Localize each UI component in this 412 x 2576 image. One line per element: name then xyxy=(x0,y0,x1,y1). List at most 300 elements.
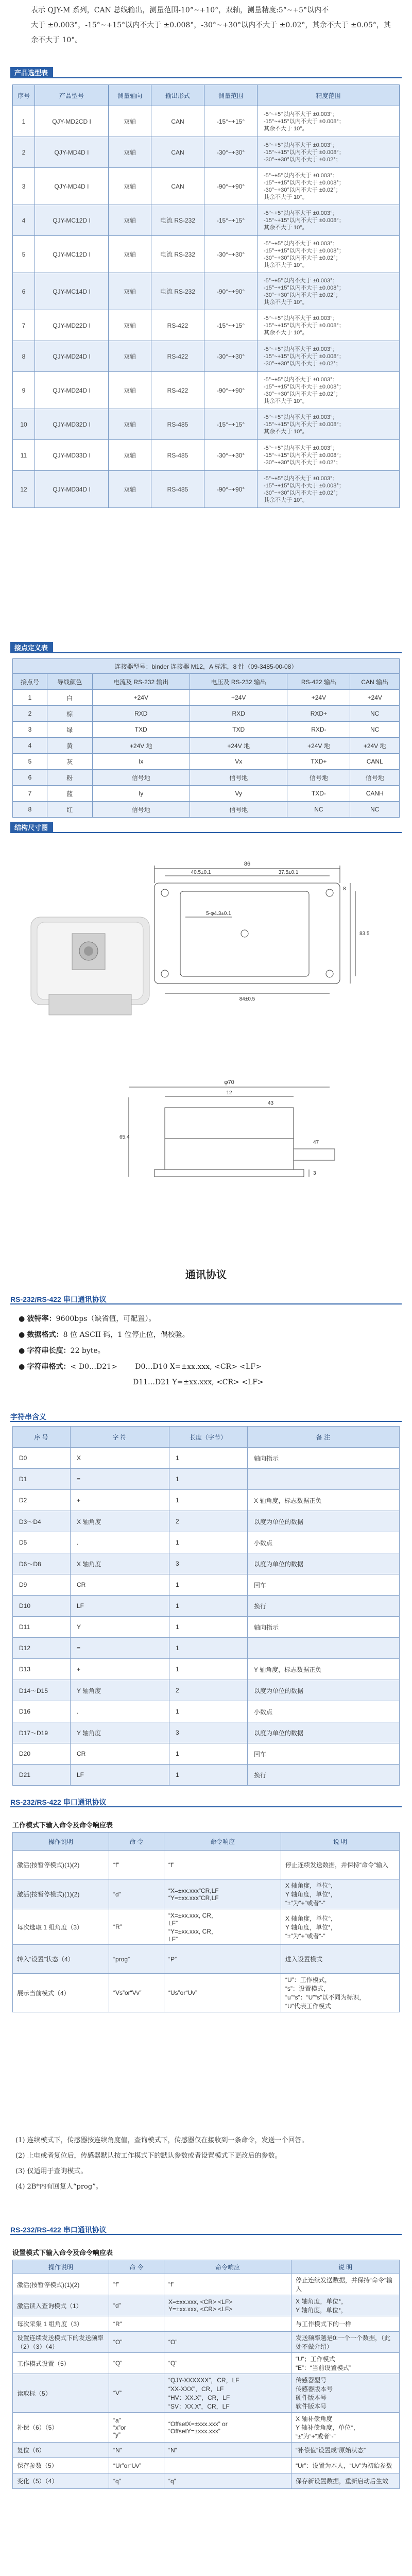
col-header: 命 令 xyxy=(109,1833,164,1851)
table-row xyxy=(13,310,400,341)
table-cell: NC xyxy=(287,802,350,818)
accuracy-line: 其余不大于 10°。 xyxy=(264,428,308,435)
table-row xyxy=(13,471,400,508)
table-cell: 信号地 xyxy=(190,802,287,818)
accuracy-line: -5°~+5°以内不大于 ±0.003°； xyxy=(264,346,338,352)
table-row xyxy=(13,273,400,310)
table-row xyxy=(13,690,400,706)
table-row xyxy=(13,1596,400,1617)
accuracy-line: 其余不大于 10°。 xyxy=(264,262,308,268)
table-cell: CR xyxy=(71,1574,169,1596)
accuracy-line: -5°~+5°以内不大于 ±0.003°； xyxy=(264,475,338,482)
table-cell: 4 xyxy=(13,738,47,754)
accuracy-line: -30°~+30°以内不大于 ±0.02°； xyxy=(264,292,341,298)
cell-line: 发送频率越是0:一个一个数据，（此处不做介绍） xyxy=(296,2334,391,2350)
table-cell: RXD- xyxy=(287,722,350,738)
accuracy-cell xyxy=(258,273,400,310)
cell-line: “Ur”：设置为本人，“Uv”为初始参数 xyxy=(296,2462,392,2469)
table-row xyxy=(13,706,400,722)
list-item: ● 数据格式：8 位 ASCII 码，1 位停止位，偶校验。 xyxy=(19,1330,190,1339)
table-cell: -30°~+30° xyxy=(204,137,258,168)
table-cell: Ix xyxy=(92,754,190,770)
cell-line: 变化（5）（4） xyxy=(17,2478,58,2485)
table-cell: 1 xyxy=(169,1596,248,1617)
cell-line: 读取标（5） xyxy=(17,2389,52,2397)
table-cell: 7 xyxy=(13,786,47,802)
table-cell: QJY-MD33D I xyxy=(35,440,109,471)
table-cell: 11 xyxy=(13,440,35,471)
accuracy-line: -15°~+15°以内不大于 ±0.008°； xyxy=(264,118,345,125)
cell-line: “补偿值”设置成“原始状态” xyxy=(296,2447,366,2454)
cell-line: 激活(按暂停模式)(1)(2) xyxy=(17,1891,80,1898)
accuracy-line: -5°~+5°以内不大于 ±0.003°； xyxy=(264,210,338,216)
table-cell: 以度为单位的数据 xyxy=(248,1511,400,1532)
dim-label: 83.5 xyxy=(359,931,370,937)
table-cell: 以度为单位的数据 xyxy=(248,1722,400,1743)
note-line: (3) 仅适用于查询模式。 xyxy=(15,2167,88,2175)
table-cell: X 轴角度 xyxy=(71,1511,169,1532)
table-cell xyxy=(164,2274,291,2295)
table-cell xyxy=(13,1851,109,1879)
table-cell: -90°~+90° xyxy=(204,471,258,508)
table-cell: . xyxy=(71,1701,169,1722)
col-header: 长度（字节） xyxy=(169,1427,248,1448)
accuracy-cell xyxy=(258,310,400,341)
accuracy-line: -15°~+15°以内不大于 ±0.008°； xyxy=(264,179,345,186)
accuracy-line: 其余不大于 10°。 xyxy=(264,224,308,231)
table-cell: D0 xyxy=(13,1448,71,1469)
table-cell: QJY-MC12D I xyxy=(35,236,109,273)
cell-line: 每次采集 1 组角度（3） xyxy=(17,2320,83,2328)
accuracy-line: -5°~+5°以内不大于 ±0.003°； xyxy=(264,414,338,420)
comm-title: 通讯协议 xyxy=(185,1269,227,1281)
table-cell: QJY-MD34D I xyxy=(35,471,109,508)
cell-line: “Vs”or“Vv” xyxy=(113,1989,142,1996)
cell-line: X 轴角度，单位°， xyxy=(285,1882,337,1889)
table-cell xyxy=(13,1974,109,2012)
cell-line: Y 轴角度，单位°， xyxy=(285,1923,337,1931)
table-cell xyxy=(109,1909,164,1945)
table-cell xyxy=(164,2295,291,2316)
table-cell: QJY-MD24D I xyxy=(35,341,109,372)
table-cell xyxy=(13,2274,109,2295)
table-cell xyxy=(291,2353,400,2374)
cmd1-table xyxy=(12,1832,400,2012)
tag-underline xyxy=(10,2234,402,2235)
table-cell: + xyxy=(71,1490,169,1511)
cell-line: “SV：XX.X”，CR，LF xyxy=(168,2403,230,2410)
table-cell: . xyxy=(71,1532,169,1553)
table-cell: 信号地 xyxy=(92,770,190,786)
table-cell: 1 xyxy=(169,1574,248,1596)
section-header-structure xyxy=(10,822,402,833)
table-cell xyxy=(109,1945,164,1974)
accuracy-cell xyxy=(258,341,400,372)
note-line: (2) 上电或者复位后，传感器默认按工作模式下的默认参数或者设置模式下更改后的参数。 xyxy=(15,2152,282,2160)
table-cell: X 轴角度 xyxy=(71,1553,169,1574)
table-cell xyxy=(13,1909,109,1945)
table-cell: 10 xyxy=(13,409,35,440)
cell-line: “±”为“+”或者“-” xyxy=(296,2433,336,2440)
table-cell: 轴向指示 xyxy=(248,1617,400,1638)
table-cell: QJY-MD2CD I xyxy=(35,106,109,137)
table-cell: = xyxy=(71,1469,169,1490)
table-cell: TXD xyxy=(92,722,190,738)
table-row xyxy=(13,1945,400,1974)
table-cell: 1 xyxy=(169,1532,248,1553)
cell-line: 工作模式设置（5） xyxy=(17,2360,70,2367)
table-cell: 信号地 xyxy=(190,770,287,786)
intro-line-2: 大于 ±0.003°，-15°~+15°以内不大于 ±0.008°，-30°~+30°以内不大于 ±0.02°，其余不大于 ±0.05°，其余不大于 10°。 xyxy=(31,21,391,44)
cell-line: 激活(按暂停模式)(1)(2) xyxy=(17,2281,80,2289)
table-cell: 1 xyxy=(169,1743,248,1765)
table-cell: NC xyxy=(350,706,400,722)
table-cell: 1 xyxy=(169,1490,248,1511)
table-cell xyxy=(291,2443,400,2458)
table-cell: D9 xyxy=(13,1574,71,1596)
cell-line: “a” xyxy=(113,2416,121,2424)
table-row xyxy=(13,770,400,786)
table-cell: D13 xyxy=(13,1659,71,1680)
table-cell xyxy=(164,2332,291,2353)
table-cell: 7 xyxy=(13,310,35,341)
dim-label: 3 xyxy=(313,1171,316,1176)
table-cell xyxy=(164,2443,291,2458)
cell-line: “N” xyxy=(113,2446,122,2454)
cell-line: 补偿（6）（5） xyxy=(17,2424,58,2431)
table-cell xyxy=(164,1909,281,1945)
cell-line: “q” xyxy=(168,2477,176,2485)
table-cell: D11 xyxy=(13,1617,71,1638)
table-cell: 电流 RS-232 xyxy=(151,205,204,236)
table-cell: CR xyxy=(71,1743,169,1765)
table-row xyxy=(13,802,400,818)
table-cell: QJY-MC14D I xyxy=(35,273,109,310)
table-cell: -15°~+15° xyxy=(204,310,258,341)
cell-line: 停止连续发送数据，并保持“命令”输入 xyxy=(285,1861,388,1869)
table-cell xyxy=(291,2274,400,2295)
table-cell: 双轴 xyxy=(109,409,151,440)
table-cell: 双轴 xyxy=(109,310,151,341)
list-item: ● 字符串长度：22 byte。 xyxy=(19,1346,105,1355)
table-cell: 2 xyxy=(169,1680,248,1701)
table-cell xyxy=(248,1469,400,1490)
section-header-products xyxy=(10,67,402,78)
cell-line: “O” xyxy=(113,2338,123,2346)
cell-line: “±”为“+”或者“-” xyxy=(285,1932,325,1940)
col-header: 序 号 xyxy=(13,1427,71,1448)
table-cell xyxy=(281,1909,400,1945)
table-cell: +24V xyxy=(190,690,287,706)
tag-underline xyxy=(10,1303,402,1304)
table-cell: Vy xyxy=(190,786,287,802)
list-item: ● 字符串格式：< D0…D21> D0…D10 X=±xx.xxx, <CR> <LF> xyxy=(19,1362,262,1371)
table-cell: + xyxy=(71,1659,169,1680)
table-row xyxy=(13,1743,400,1765)
table-cell: 1 xyxy=(169,1765,248,1786)
table-cell: 1 xyxy=(169,1701,248,1722)
accuracy-line: -15°~+15°以内不大于 ±0.008°； xyxy=(264,284,345,291)
accuracy-line: -5°~+5°以内不大于 ±0.003°； xyxy=(264,111,338,117)
accuracy-cell xyxy=(258,440,400,471)
table-cell: 换行 xyxy=(248,1765,400,1786)
cell-line: “f” xyxy=(168,1861,175,1869)
char-table xyxy=(12,1426,400,1786)
table-cell: 小数点 xyxy=(248,1701,400,1722)
accuracy-line: -15°~+15°以内不大于 ±0.008°； xyxy=(264,247,345,254)
product-table xyxy=(12,84,400,508)
cell-line: “X=±xx.xxx, CR， xyxy=(168,1912,217,1919)
table-row xyxy=(13,738,400,754)
note-line: (4) 2B*内有回复人“prog”。 xyxy=(15,2183,102,2191)
accuracy-line: -5°~+5°以内不大于 ±0.003°； xyxy=(264,142,338,148)
table-cell: 电流 RS-232 xyxy=(151,273,204,310)
table-cell: 5 xyxy=(13,754,47,770)
table-cell xyxy=(13,2295,109,2316)
table-row xyxy=(13,754,400,770)
col-header: 命令响应 xyxy=(164,2260,291,2274)
table-cell xyxy=(109,2458,164,2473)
table-cell: 黄 xyxy=(47,738,92,754)
table-cell xyxy=(291,2473,400,2489)
table-cell: 信号地 xyxy=(287,770,350,786)
table-row xyxy=(13,2274,400,2295)
table-cell xyxy=(291,2458,400,2473)
table-cell xyxy=(248,1638,400,1659)
cell-line: X=±xx.xxx, <CR> <LF> xyxy=(168,2298,233,2306)
accuracy-cell xyxy=(258,372,400,409)
table-cell: 6 xyxy=(13,770,47,786)
cell-line: “Ur”or“Uv” xyxy=(113,2462,141,2469)
table-cell xyxy=(13,2458,109,2473)
table-caption: 连接器型号：binder 连接器 M12，A 标准，8 针（09-3485-00-08） xyxy=(13,659,400,674)
table-cell: +24V xyxy=(92,690,190,706)
table-cell: CANL xyxy=(350,754,400,770)
table-cell: 粉 xyxy=(47,770,92,786)
table-cell: 3 xyxy=(13,168,35,205)
accuracy-cell xyxy=(258,106,400,137)
list-item: ● 波特率：9600bps（缺省值，可配置）。 xyxy=(19,1314,156,1323)
cell-line: “X=±xx.xxx”CR,LF xyxy=(168,1887,219,1894)
table-cell xyxy=(164,1974,281,2012)
dim-label: 43 xyxy=(268,1100,274,1106)
cell-line: 传感器版本号 xyxy=(296,2385,333,2393)
table-cell: CAN xyxy=(151,106,204,137)
cell-line: “HV：XX.X”，CR，LF xyxy=(168,2394,230,2401)
table-cell: +24V xyxy=(350,690,400,706)
table-cell xyxy=(109,2353,164,2374)
accuracy-line: -15°~+15°以内不大于 ±0.008°； xyxy=(264,383,345,390)
table-cell xyxy=(164,1851,281,1879)
table-cell: RXD+ xyxy=(287,706,350,722)
table-cell: 换行 xyxy=(248,1596,400,1617)
table-cell: RS-485 xyxy=(151,409,204,440)
table-row xyxy=(13,1469,400,1490)
table-cell: 信号地 xyxy=(92,802,190,818)
cell-line: “f” xyxy=(113,1861,119,1869)
section-title: 结构尺寸图 xyxy=(10,822,53,833)
cell-line: “Q” xyxy=(168,2360,178,2367)
table-cell xyxy=(13,2443,109,2458)
cell-line: 每次选取 1 组角度（3） xyxy=(17,1923,83,1931)
dim-label: 47 xyxy=(313,1140,319,1145)
cell-line: 激活读入查询模式（1） xyxy=(17,2302,82,2310)
col-header: 说 明 xyxy=(281,1833,400,1851)
table-cell xyxy=(164,2374,291,2413)
table-cell: 2 xyxy=(13,706,47,722)
table-cell xyxy=(13,2332,109,2353)
col-header: 字 符 xyxy=(71,1427,169,1448)
table-cell: 1 xyxy=(169,1638,248,1659)
table-cell xyxy=(281,1974,400,2012)
table-row xyxy=(13,1638,400,1659)
table-cell: 9 xyxy=(13,372,35,409)
cell-line: 硬件版本号 xyxy=(296,2394,327,2401)
table-row xyxy=(13,2413,400,2443)
table-row xyxy=(13,1532,400,1553)
table-cell: TXD+ xyxy=(287,754,350,770)
table-row xyxy=(13,1701,400,1722)
table-row xyxy=(13,1909,400,1945)
note-line: (1) 连续模式下，传感器按连续角度值，查询模式下，传感器仅在接收到一条命令，发送一个回答。 xyxy=(15,2137,308,2144)
cell-line: X 轴角度，单位°， xyxy=(285,1914,337,1922)
table-cell: D3～D4 xyxy=(13,1511,71,1532)
table-cell xyxy=(291,2316,400,2332)
cell-line: “U”：工作模式， xyxy=(285,1976,331,1984)
cell-line: 与工作模式下的一样 xyxy=(296,2320,352,2328)
table-cell: D5 xyxy=(13,1532,71,1553)
table-cell: Y 轴角度 xyxy=(71,1680,169,1701)
accuracy-line: 其余不大于 10°。 xyxy=(264,299,308,306)
table-row xyxy=(13,2316,400,2332)
cell-line: Y 轴补偿角度，单位°， xyxy=(296,2424,359,2431)
dim-label: 12 xyxy=(226,1090,232,1096)
table-row xyxy=(13,1879,400,1909)
accuracy-cell xyxy=(258,168,400,205)
table-row xyxy=(13,1680,400,1701)
accuracy-line: -30°~+30°以内不大于 ±0.02°； xyxy=(264,156,341,163)
table-cell: D1 xyxy=(13,1469,71,1490)
table-row xyxy=(13,2443,400,2458)
cmd2-table xyxy=(12,2260,400,2489)
table-cell: NC xyxy=(350,802,400,818)
table-cell: 双轴 xyxy=(109,440,151,471)
table-row xyxy=(13,409,400,440)
accuracy-line: 其余不大于 10°。 xyxy=(264,125,308,132)
rs-settings xyxy=(19,1311,264,1390)
cell-line: Y 轴角度，单位°， xyxy=(296,2307,347,2314)
table-cell: +24V 地 xyxy=(190,738,287,754)
table-cell: 双轴 xyxy=(109,471,151,508)
table-row xyxy=(13,1617,400,1638)
accuracy-cell xyxy=(258,471,400,508)
table-row xyxy=(13,1490,400,1511)
table-cell: QJY-MD4D I xyxy=(35,168,109,205)
table-cell: 以度为单位的数据 xyxy=(248,1680,400,1701)
table-cell: 1 xyxy=(13,106,35,137)
table-row xyxy=(13,440,400,471)
table-cell xyxy=(109,1974,164,2012)
table-cell xyxy=(109,2332,164,2353)
cell-line: 进入设置模式 xyxy=(285,1956,323,1963)
accuracy-line: -30°~+30°以内不大于 ±0.02°； xyxy=(264,391,341,397)
accuracy-line: -5°~+5°以内不大于 ±0.003°； xyxy=(264,376,338,383)
table-cell: CAN xyxy=(151,137,204,168)
table-cell: 信号地 xyxy=(350,770,400,786)
table-cell xyxy=(164,2353,291,2374)
list-item: D11…D21 Y=±xx.xxx, <CR> <LF> xyxy=(133,1378,264,1386)
cell-line: “u”“s”：“U”“s”以不同为标识， xyxy=(285,1994,366,2001)
table-cell: D21 xyxy=(13,1765,71,1786)
accuracy-line: -15°~+15°以内不大于 ±0.008°； xyxy=(264,482,345,489)
cell-line: LF” xyxy=(168,1920,178,1927)
table-cell: 双轴 xyxy=(109,205,151,236)
table-cell: -90°~+90° xyxy=(204,372,258,409)
table-cell xyxy=(291,2332,400,2353)
cell-line: “f” xyxy=(168,2281,175,2288)
table-cell: 1 xyxy=(169,1469,248,1490)
dim-label: 84±0.5 xyxy=(239,996,255,1002)
col-header: 电流及 RS-232 输出 xyxy=(92,674,190,690)
table-cell: QJY-MD24D I xyxy=(35,372,109,409)
dim-label: 8 xyxy=(343,886,346,892)
table-row xyxy=(13,1765,400,1786)
tag-underline xyxy=(10,1421,402,1422)
table-cell: +24V xyxy=(287,690,350,706)
table-cell: -90°~+90° xyxy=(204,273,258,310)
accuracy-line: -15°~+15°以内不大于 ±0.008°； xyxy=(264,217,345,224)
col-header: 备 注 xyxy=(248,1427,400,1448)
accuracy-line: -15°~+15°以内不大于 ±0.008°； xyxy=(264,149,345,156)
cell-line: “XX-XXX”，CR，LF xyxy=(168,2385,224,2393)
cell-line: “f” xyxy=(113,2281,119,2288)
cell-line: “d” xyxy=(113,1890,121,1898)
table-cell: 回车 xyxy=(248,1574,400,1596)
product-photo xyxy=(31,917,149,1015)
dim-label: 37.5±0.1 xyxy=(278,870,299,875)
table-cell xyxy=(291,2413,400,2443)
table-cell xyxy=(109,2413,164,2443)
col-header: 输出形式 xyxy=(151,85,204,106)
accuracy-line: -5°~+5°以内不大于 ±0.003°； xyxy=(264,277,338,284)
cell-line: “QJY-XXXXXX”，CR，LF xyxy=(168,2377,239,2384)
table-cell xyxy=(109,2295,164,2316)
cell-line: LF” xyxy=(168,1936,178,1943)
cell-line: “Q” xyxy=(113,2360,123,2367)
table-cell xyxy=(164,2458,291,2473)
cell-line: “Y=±xx.xxx, CR， xyxy=(168,1928,217,1935)
table-cell: 红 xyxy=(47,802,92,818)
accuracy-line: 其余不大于 10°。 xyxy=(264,497,308,503)
col-header: 测量范围 xyxy=(204,85,258,106)
table-cell xyxy=(109,2316,164,2332)
table-row xyxy=(13,2458,400,2473)
table-cell: -30°~+30° xyxy=(204,236,258,273)
cmd1-notes xyxy=(15,2133,308,2195)
cell-line: 复位（6） xyxy=(17,2447,45,2454)
accuracy-line: -30°~+30°以内不大于 ±0.02°； xyxy=(264,459,341,466)
table-cell: -15°~+15° xyxy=(204,205,258,236)
table-cell xyxy=(291,2374,400,2413)
cell-line: “P” xyxy=(168,1955,177,1963)
table-cell xyxy=(109,2274,164,2295)
accuracy-line: -5°~+5°以内不大于 ±0.003°； xyxy=(264,445,338,451)
table-row xyxy=(13,341,400,372)
cell-line: 停止连续发送数据，并保持“命令”输入 xyxy=(296,2277,392,2293)
table-cell: 3 xyxy=(169,1553,248,1574)
cell-line: 保存新设置数据，重新启动后生效 xyxy=(296,2478,389,2485)
cmd2-subhead: 设置模式下输入命令及命令响应表 xyxy=(12,2249,113,2257)
